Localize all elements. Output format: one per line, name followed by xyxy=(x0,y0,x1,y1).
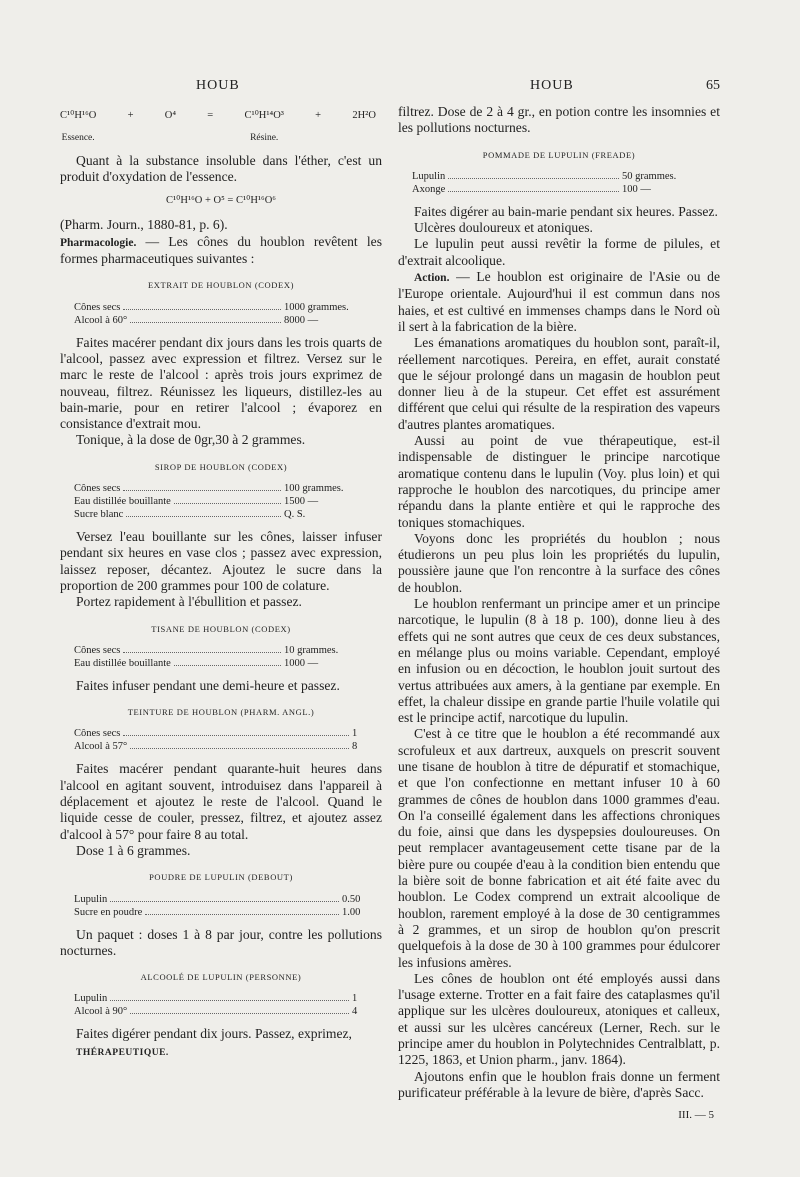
paragraph: Tonique, à la dose de 0gr,30 à 2 grammes. xyxy=(76,432,306,448)
running-head-left: HOUB xyxy=(196,78,240,93)
recipe-heading: ALCOOLÉ DE LUPULIN (PERSONNE) xyxy=(140,972,302,983)
recipe-heading: TEINTURE DE HOUBLON (PHARM. ANGL.) xyxy=(127,707,315,718)
paragraph: Versez l'eau bouillante sur les cônes, laisser infuser pendant six heures en vase clos ; passez avec expression, laissez reposer, décantez. Ajoutez le sucre dans la proportion de 200 grammes pour 100 de colature. xyxy=(60,529,382,593)
recipe-row: Cônes secs 1 xyxy=(74,728,358,740)
recipe-row: Cônes secs 1000 grammes. xyxy=(74,301,349,313)
footer-signature: THÉRAPEUTIQUE. xyxy=(76,1047,169,1058)
recipe-row: Lupulin 50 grammes. xyxy=(412,170,677,182)
paragraph: Faites macérer pendant dix jours dans les trois quarts de l'alcool, passez avec expression et filtrez. Versez sur le marc le reste de l'alcool : après trois jours exprimez de nouveau, filtrez. Réunissez les liqueurs, distillez-les au bain-marie, pour en retirer l'alcool ; évaporez en consistance d'extrait mou. xyxy=(60,334,382,432)
paragraph: Voyons donc les propriétés du houblon ; nous étudierons un peu plus loin les propriétés du lupulin, poussière jaune que l'on rencontre à la surface des cônes de houblon. xyxy=(398,530,720,595)
paragraph: Faites digérer pendant dix jours. Passez, exprimez, xyxy=(76,1026,352,1042)
keyword-pharmacologie: Pharmacologie. xyxy=(60,236,137,249)
recipe-row: Cônes secs 100 grammes. xyxy=(74,483,344,495)
recipe-row: Sucre blanc Q. S. xyxy=(74,509,306,521)
recipe-heading: EXTRAIT DE HOUBLON (CODEX) xyxy=(148,280,294,291)
paragraph: Ulcères douloureux et atoniques. xyxy=(414,220,593,236)
eq-label-resine: Résine. xyxy=(250,133,279,144)
running-head-right: HOUB xyxy=(530,78,574,93)
paragraph: Les cônes de houblon ont été employés aussi dans l'usage externe. Trotter en a fait faire des cataplasmes qu'il applique sur les ulcères douloureux, atoniques et calleux, et aussi sur les ulcères cancéreux (Lerner, Rech. sur le principe amer du houblon in Polytechnides Centralblatt, p. 1225, 1863, et Union pharm., janv. 1864). xyxy=(398,970,720,1068)
recipe-row: Eau distillée bouillante 1000 — xyxy=(74,657,319,669)
eq-term-oxygen: O⁴ xyxy=(164,110,177,121)
recipe-heading: POMMADE DE LUPULIN (FREADE) xyxy=(482,149,636,160)
signature-mark: III. — 5 xyxy=(678,1109,714,1122)
eq-term-water: 2H²O xyxy=(352,110,376,121)
recipe-alcoole xyxy=(74,992,372,1018)
paragraph: Aussi au point de vue thérapeutique, est-il indispensable de distinguer le principe narcotique aromatique contenu dans le lupulin (Voy. plus loin) et qui rapproche le houblon des narcotiques, du principe amer répandu dans la plante entière et qui le rapproche des toniques stomachiques. xyxy=(398,433,720,530)
paragraph: Faites infuser pendant une demi-heure et passez. xyxy=(76,677,340,693)
recipe-row: Sucre en poudre 1.00 xyxy=(74,906,361,918)
chemical-equation xyxy=(60,108,376,147)
recipe-row: Lupulin 0.50 xyxy=(74,893,361,905)
formula: C¹⁰H¹⁶O + O⁵ = C¹⁰H¹⁶O⁶ xyxy=(166,195,276,207)
recipe-heading: POUDRE DE LUPULIN (DEBOUT) xyxy=(149,872,293,883)
paragraph: Les émanations aromatiques du houblon sont, paraît-il, réellement narcotiques. Pereira, en effet, aurait constaté que le séjour prolongé dans un magasin de houblon peut donner lieu à de la stupeur. Cet effet est assurément différent que celui qui résulte de la respiration des vapeurs d'autres plantes aromatiques. xyxy=(398,335,720,432)
recipe-row: Cônes secs 10 grammes. xyxy=(74,644,339,656)
recipe-heading: SIROP DE HOUBLON (CODEX) xyxy=(154,461,288,472)
eq-equals: = xyxy=(207,110,214,121)
paragraph: Le houblon renfermant un principe amer et un principe narcotique, le lupulin (8 à 18 p. 100), donne lieu à des effets qui ne sont autres que ceux de ces deux substances, en mélange plus ou moins variable. Cependant, employé en infusion ou en décoction, le houblon jouit surtout des vertus attribuées aux amers, à la gentiane par exemple. En effet, la chaleur dissipe en grande partie l'huile volatile qui est le principe actif, narcotique du lupulin. xyxy=(398,596,720,726)
eq-plus: + xyxy=(127,110,134,121)
recipe-heading: TISANE DE HOUBLON (CODEX) xyxy=(151,623,291,634)
eq-label-essence: Essence. xyxy=(61,133,95,144)
keyword-action: Action. xyxy=(414,272,450,285)
recipe-row: Alcool à 90° 4 xyxy=(74,1006,358,1018)
paragraph: Portez rapidement à l'ébullition et passez. xyxy=(76,594,302,610)
recipe-row: Lupulin 1 xyxy=(74,993,358,1005)
page-number: 65 xyxy=(706,78,720,93)
citation: (Pharm. Journ., 1880-81, p. 6). xyxy=(60,217,228,233)
recipe-pommade xyxy=(412,170,710,196)
recipe-row: Alcool à 60° 8000 — xyxy=(74,314,319,326)
recipe-tisane xyxy=(74,644,372,670)
paragraph-action: Action. — Le houblon est originaire de l'Asie ou de l'Europe orientale. Aujourd'hui il est commun dans nos haies, et est cultivé en immenses champs dans le Nord où il sert à la fabrication de la bière. xyxy=(398,269,720,334)
paragraph-pharmacologie: Pharmacologie. — Les cônes du houblon revêtent les formes pharmaceutiques suivantes : xyxy=(60,233,382,267)
right-column xyxy=(398,104,720,1124)
paragraph: Un paquet : doses 1 à 8 par jour, contre les pollutions nocturnes. xyxy=(60,926,382,958)
recipe-teinture xyxy=(74,727,372,753)
recipe-row: Axonge 100 — xyxy=(412,183,651,195)
eq-term-resine: C¹⁰H¹⁴O³ Résine. xyxy=(244,108,283,147)
paragraph: Faites macérer pendant quarante-huit heures dans l'alcool en agitant souvent, introduisez dans l'appareil à déplacement et ajoutez le reste de l'alcool. Quand le liquide cesse de couler, pressez, filtrez, et ajoutez assez d'alcool à 57° pour faire 8 au total. xyxy=(60,761,382,842)
eq-term-essence: C¹⁰H¹⁶O Essence. xyxy=(60,108,96,147)
paragraph: Quant à la substance insoluble dans l'éther, c'est un produit d'oxydation de l'essence. xyxy=(60,152,382,184)
eq-plus: + xyxy=(315,110,322,121)
paragraph: Ajoutons enfin que le houblon frais donne un ferment purificateur préférable à la levure de bière, d'après Sacc. xyxy=(398,1068,720,1100)
paragraph: Faites digérer au bain-marie pendant six heures. Passez. xyxy=(414,203,718,219)
left-column xyxy=(60,78,382,1061)
paragraph: Dose 1 à 6 grammes. xyxy=(76,842,191,858)
recipe-row: Alcool à 57° 8 xyxy=(74,741,358,753)
paragraph: Le lupulin peut aussi revêtir la forme de pilules, et d'extrait alcoolique. xyxy=(398,236,720,268)
recipe-poudre xyxy=(74,893,372,919)
recipe-extrait xyxy=(74,301,372,327)
recipe-sirop xyxy=(74,482,372,521)
recipe-row: Eau distillée bouillante 1500 — xyxy=(74,496,319,508)
paragraph: C'est à ce titre que le houblon a été recommandé aux scrofuleux et aux dartreux, auxquels on prescrit souvent une tisane de houblon à titre de dépuratif et stomachique, et que l'on confectionne en mettant infuser 10 à 60 grammes de cônes de houblon dans 1000 grammes d'eau. On l'a conseillé également dans les affections chroniques du foie, ainsi que dans les dyspepsies douloureuses. On peut remplacer avantageusement cette tisane par de la bière pure ou coupée d'eau à la condition bien entendu que la bière soit de bonne fabrication et ait été faite avec du houblon. Le Codex comprend un extrait alcoolique de houblon, rarement employé à la dose de 30 centigrammes à 2 grammes, et un sirop de houblon qu'on prescrit quelquefois à la dose de 30 à 100 grammes pour édulcorer les infusions amères. xyxy=(398,726,720,970)
paragraph: filtrez. Dose de 2 à 4 gr., en potion contre les insomnies et les pollutions nocturnes. xyxy=(398,104,720,136)
